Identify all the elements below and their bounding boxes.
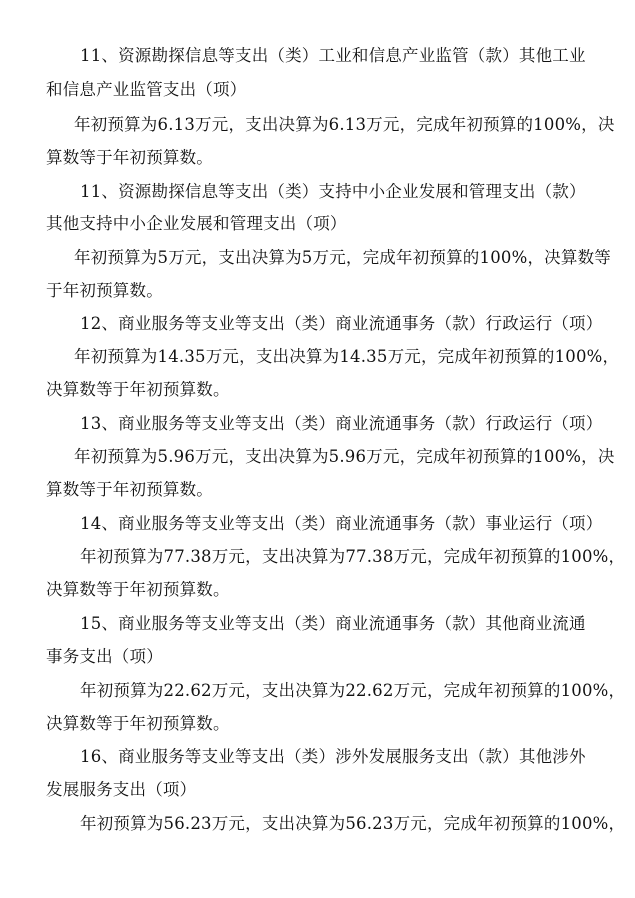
section-heading-line: 13、商业服务等支业等支出（类）商业流通事务（款）行政运行（项）	[80, 414, 603, 433]
section-heading-line: 15、商业服务等支业等支出（类）商业流通事务（款）其他商业流通	[80, 614, 586, 633]
section-body-line: 年初预算为5万元，支出决算为5万元，完成年初预算的100%，决算数等	[74, 248, 611, 267]
section-body-line: 年初预算为56.23万元，支出决算为56.23万元，完成年初预算的100%，	[80, 814, 626, 833]
section-body-line: 于年初预算数。	[46, 281, 163, 300]
section-heading-line: 和信息产业监管支出（项）	[46, 80, 247, 99]
section-body-line: 决算数等于年初预算数。	[46, 580, 230, 599]
section-body-line: 决算数等于年初预算数。	[46, 380, 230, 399]
section-body-line: 年初预算为14.35万元，支出决算为14.35万元，完成年初预算的100%，	[74, 347, 620, 366]
section-heading-line: 事务支出（项）	[46, 647, 163, 666]
section-body-line: 算数等于年初预算数。	[46, 480, 213, 499]
section-heading-line: 其他支持中小企业发展和管理支出（项）	[46, 214, 347, 233]
section-body-line: 年初预算为6.13万元，支出决算为6.13万元，完成年初预算的100%，决	[74, 115, 615, 134]
section-body-line: 年初预算为5.96万元，支出决算为5.96万元，完成年初预算的100%，决	[74, 447, 615, 466]
section-body-line: 决算数等于年初预算数。	[46, 714, 230, 733]
section-heading-line: 12、商业服务等支业等支出（类）商业流通事务（款）行政运行（项）	[80, 314, 603, 333]
section-heading-line: 14、商业服务等支业等支出（类）商业流通事务（款）事业运行（项）	[80, 514, 603, 533]
section-body-line: 年初预算为22.62万元，支出决算为22.62万元，完成年初预算的100%，	[80, 681, 626, 700]
section-heading-line: 16、商业服务等支业等支出（类）涉外发展服务支出（款）其他涉外	[80, 747, 586, 766]
section-heading-line: 11、资源勘探信息等支出（类）工业和信息产业监管（款）其他工业	[80, 46, 586, 65]
section-body-line: 算数等于年初预算数。	[46, 148, 213, 167]
section-heading-line: 11、资源勘探信息等支出（类）支持中小企业发展和管理支出（款）	[80, 182, 586, 201]
section-heading-line: 发展服务支出（项）	[46, 780, 197, 799]
section-body-line: 年初预算为77.38万元，支出决算为77.38万元，完成年初预算的100%，	[80, 547, 626, 566]
